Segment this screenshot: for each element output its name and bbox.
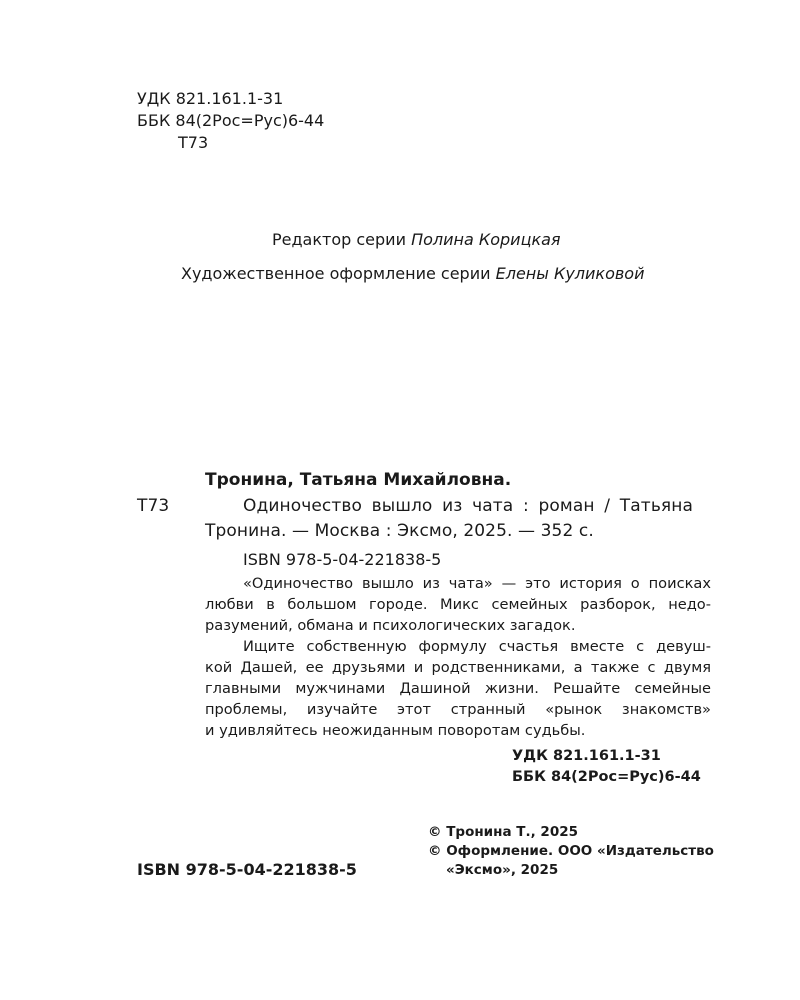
abstract-line: проблемы, изучайте этот странный «рынок знакомств» — [205, 701, 711, 718]
editor-label: Редактор серии — [272, 230, 406, 249]
series-design-credit — [181, 264, 645, 283]
isbn-footer: ISBN 978-5-04-221838-5 — [137, 860, 357, 879]
design-label: Художественное оформление серии — [181, 264, 491, 283]
copyright-block — [428, 823, 714, 880]
catalog-title-line2: Тронина. — Москва : Эксмо, 2025. — 352 с. — [205, 521, 594, 541]
abstract-line: «Одиночество вышло из чата» — это история о поисках — [243, 575, 711, 592]
udk-code: УДК 821.161.1-31 — [137, 89, 284, 108]
abstract-line: главными мужчинами Дашиной жизни. Решайте семейные — [205, 680, 711, 697]
catalog-title-line1: Одиночество вышло из чата : роман / Татьяна — [243, 496, 693, 516]
author-mark: Т73 — [178, 133, 209, 152]
classification-block — [512, 746, 701, 788]
abstract-line: разумений, обмана и психологических загадок. — [205, 617, 576, 634]
copyright-design-cont: «Эксмо», 2025 — [446, 862, 559, 878]
copyright-author: © Тронина Т., 2025 — [428, 824, 579, 840]
catalog-code: Т73 — [137, 496, 170, 516]
classification-udk: УДК 821.161.1-31 — [512, 748, 661, 764]
udk-top-block — [137, 88, 324, 154]
copyright-design: © Оформление. ООО «Издательство — [428, 843, 714, 859]
abstract-line: Ищите собственную формулу счастья вместе с девуш- — [243, 638, 711, 655]
abstract-line: и удивляйтесь неожиданным поворотам судьбы. — [205, 722, 586, 739]
classification-bbk: ББК 84(2Рос=Рус)6-44 — [512, 769, 701, 785]
catalog-author: Тронина, Татьяна Михайловна. — [205, 470, 512, 490]
designer-name: Елены Куликовой — [495, 264, 645, 283]
abstract-line: любви в большом городе. Микс семейных разборок, недо- — [205, 596, 711, 613]
series-editor-credit — [272, 230, 561, 249]
abstract-line: кой Дашей, ее друзьями и родственниками, а также с двумя — [205, 659, 711, 676]
bbk-code: ББК 84(2Рос=Рус)6-44 — [137, 111, 325, 130]
editor-name: Полина Корицкая — [411, 230, 561, 249]
abstract — [205, 573, 711, 741]
catalog-isbn: ISBN 978-5-04-221838-5 — [243, 550, 442, 569]
